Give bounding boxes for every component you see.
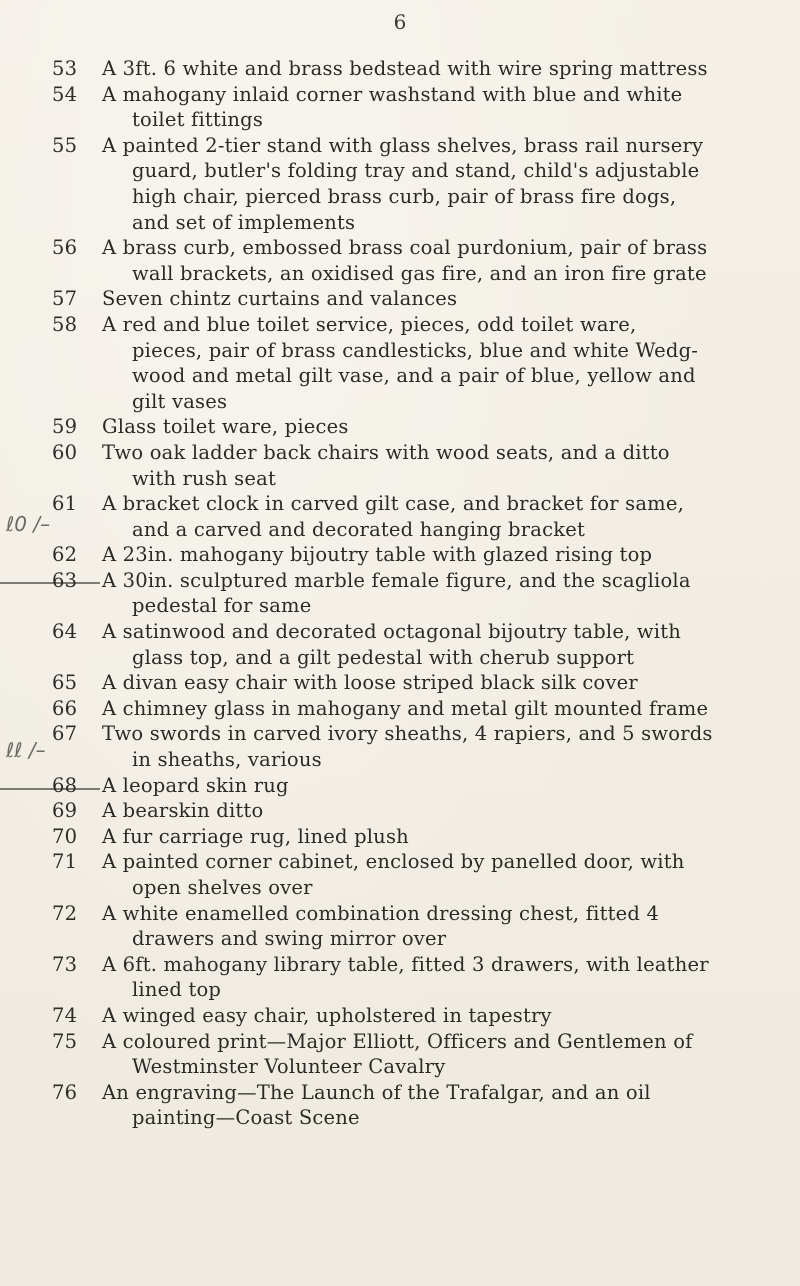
lot-description (102, 542, 782, 568)
lot-description (102, 1003, 782, 1029)
lot-entry (52, 773, 782, 799)
lot-description (102, 1080, 782, 1131)
lot-entry (52, 619, 782, 670)
lot-description (102, 56, 782, 82)
lot-number: 66 (52, 696, 78, 720)
lot-description-line: Seven chintz curtains and valances (102, 287, 458, 311)
lot-number: 73 (52, 952, 78, 976)
lot-entry (52, 1080, 782, 1131)
lot-description (102, 491, 782, 542)
lot-entry (52, 542, 782, 568)
lot-description-line: A 3ft. 6 white and brass bedstead with wire spring mattress (102, 57, 708, 80)
lot-description-continuation: pieces, pair of brass candlesticks, blue and white Wedg- (132, 338, 699, 362)
lot-description (102, 670, 782, 696)
lot-description-continuation: wall brackets, an oxidised gas fire, and an iron fire grate (132, 261, 707, 285)
lot-entry (52, 312, 782, 414)
lot-description (102, 235, 782, 286)
lot-number: 74 (52, 1003, 78, 1027)
lot-description-line: A satinwood and decorated octagonal bijoutry table, with (102, 620, 681, 644)
lot-description-line: A coloured print—Major Elliott, Officers and Gentlemen of (102, 1029, 693, 1053)
lot-entry (52, 1029, 782, 1080)
lot-number: 72 (52, 901, 78, 925)
lot-description-continuation: and a carved and decorated hanging bracket (132, 517, 585, 541)
lot-description-line: A red and blue toilet service, pieces, odd toilet ware, (102, 312, 637, 336)
lot-list (52, 56, 782, 1131)
lot-number: 67 (52, 722, 78, 746)
lot-description-line: Two oak ladder back chairs with wood seats, and a ditto (102, 440, 670, 464)
page-number: 6 (393, 10, 407, 34)
lot-description (102, 824, 782, 850)
lot-entry (52, 849, 782, 900)
lot-number: 63 (52, 568, 78, 592)
lot-description-continuation: pedestal for same (132, 594, 312, 618)
lot-entry (52, 901, 782, 952)
lot-description-line: A 6ft. mahogany library table, fitted 3 drawers, with leather (102, 952, 709, 976)
lot-description-line: Two swords in carved ivory sheaths, 4 rapiers, and 5 swords (102, 722, 713, 746)
lot-description-line: A chimney glass in mahogany and metal gilt mounted frame (102, 696, 709, 720)
lot-description-line: A brass curb, embossed brass coal purdonium, pair of brass (102, 236, 708, 260)
lot-description-line: A bearskin ditto (102, 799, 264, 823)
lot-number: 53 (52, 57, 78, 80)
lot-description-continuation: open shelves over (132, 876, 313, 899)
lot-description-line: An engraving—The Launch of the Trafalgar, and an oil (102, 1080, 651, 1104)
lot-description-continuation: high chair, pierced brass curb, pair of brass fire dogs, (132, 184, 677, 208)
lot-description-continuation: guard, butler's folding tray and stand, child's adjustable (132, 159, 700, 183)
lot-entry (52, 721, 782, 772)
lot-description-line: A leopard skin rug (102, 773, 289, 797)
lot-description-continuation: lined top (132, 978, 222, 1002)
lot-description (102, 1029, 782, 1080)
lot-number: 70 (52, 824, 78, 848)
lot-entry (52, 952, 782, 1003)
lot-number: 61 (52, 492, 78, 516)
lot-description (102, 286, 782, 312)
lot-number: 69 (52, 799, 78, 823)
lot-number: 55 (52, 133, 78, 157)
lot-description (102, 773, 782, 799)
lot-description-line: A white enamelled combination dressing chest, fitted 4 (102, 901, 660, 925)
lot-description-continuation: and set of implements (132, 210, 356, 234)
lot-description (102, 414, 782, 440)
lot-number: 68 (52, 773, 78, 797)
lot-description-line: A winged easy chair, upholstered in tapestry (102, 1003, 552, 1027)
lot-description (102, 133, 782, 235)
lot-entry (52, 440, 782, 491)
lot-entry (52, 824, 782, 850)
lot-entry (52, 235, 782, 286)
lot-number: 71 (52, 850, 78, 874)
lot-description-continuation: Westminster Volunteer Cavalry (132, 1055, 446, 1079)
lot-entry (52, 568, 782, 619)
lot-description (102, 798, 782, 824)
lot-description (102, 849, 782, 900)
lot-description-line: A painted corner cabinet, enclosed by panelled door, with (102, 850, 685, 874)
lot-entry (52, 56, 782, 82)
lot-number: 60 (52, 440, 78, 464)
lot-description (102, 82, 782, 133)
lot-number: 75 (52, 1029, 78, 1053)
lot-entry (52, 133, 782, 235)
lot-entry (52, 670, 782, 696)
lot-entry (52, 696, 782, 722)
lot-description (102, 312, 782, 414)
lot-entry (52, 286, 782, 312)
lot-description-continuation: drawers and swing mirror over (132, 927, 447, 951)
margin-handwritten-mark-2: ℓℓ /– (6, 738, 46, 762)
lot-description-line: A 30in. sculptured marble female figure, and the scagliola (102, 568, 691, 592)
lot-number: 57 (52, 287, 78, 311)
lot-number: 76 (52, 1080, 78, 1104)
lot-description (102, 619, 782, 670)
lot-description (102, 440, 782, 491)
lot-number: 56 (52, 236, 78, 260)
lot-description (102, 901, 782, 952)
lot-description (102, 568, 782, 619)
lot-number: 62 (52, 543, 78, 567)
lot-description-line: A 23in. mahogany bijoutry table with glazed rising top (102, 543, 653, 567)
lot-number: 58 (52, 312, 78, 336)
margin-handwritten-mark-1: ℓ0 /– (6, 512, 51, 536)
lot-description-continuation: with rush seat (132, 466, 276, 490)
lot-description-continuation: in sheaths, various (132, 748, 322, 772)
lot-description-line: A mahogany inlaid corner washstand with blue and white (102, 82, 683, 106)
lot-number: 65 (52, 671, 78, 695)
lot-description (102, 952, 782, 1003)
lot-description-continuation: wood and metal gilt vase, and a pair of blue, yellow and (132, 364, 696, 388)
lot-entry (52, 491, 782, 542)
lot-entry (52, 798, 782, 824)
lot-number: 59 (52, 415, 78, 439)
lot-entry (52, 82, 782, 133)
lot-entry (52, 1003, 782, 1029)
lot-description-continuation: gilt vases (132, 389, 228, 413)
lot-description-line: A painted 2-tier stand with glass shelves, brass rail nursery (102, 133, 704, 157)
lot-description-continuation: painting—Coast Scene (132, 1106, 360, 1130)
lot-entry (52, 414, 782, 440)
lot-description-line: Glass toilet ware, pieces (102, 415, 349, 439)
lot-description-line: A divan easy chair with loose striped black silk cover (102, 671, 638, 695)
lot-number: 64 (52, 620, 78, 644)
lot-description-line: A fur carriage rug, lined plush (102, 824, 409, 848)
lot-description (102, 721, 782, 772)
lot-description-continuation: glass top, and a gilt pedestal with cherub support (132, 645, 635, 669)
lot-number: 54 (52, 82, 78, 106)
lot-description-continuation: toilet fittings (132, 108, 264, 132)
lot-description (102, 696, 782, 722)
lot-description-line: A bracket clock in carved gilt case, and bracket for same, (102, 492, 684, 516)
